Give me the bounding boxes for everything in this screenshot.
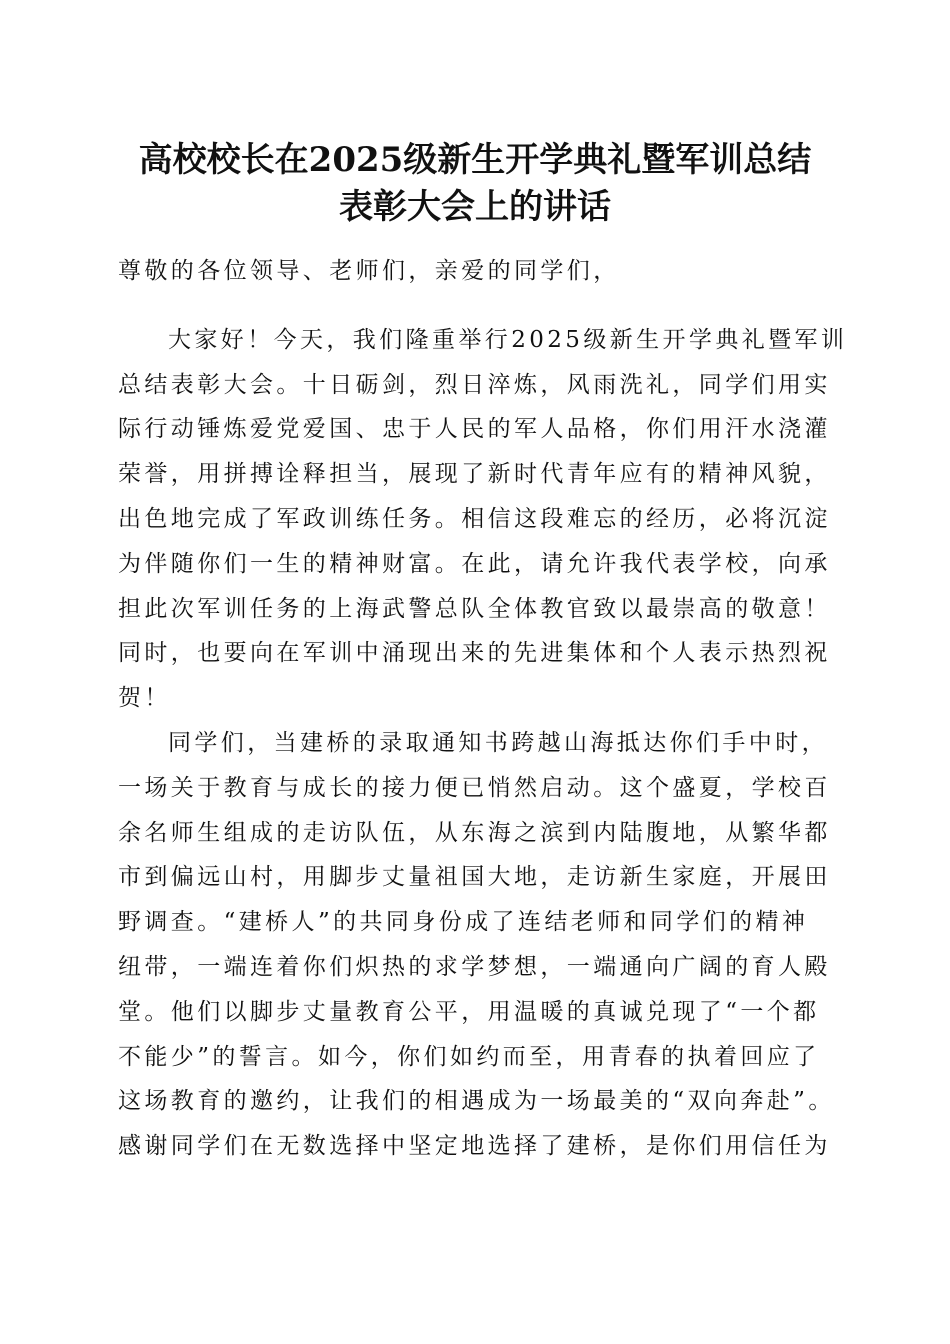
body-text-line: 际行动锤炼爱党爱国、忠于人民的军人品格，你们用汗水浇灌 — [118, 416, 831, 442]
body-text-line: 担此次军训任务的上海武警总队全体教官致以最崇高的敬意！ — [118, 596, 831, 622]
body-text-line: 荣誉，用拼搏诠释担当，展现了新时代青年应有的精神风貌， — [118, 461, 831, 487]
body-text-line: 这场教育的邀约，让我们的相遇成为一场最美的“双向奔赴”。 — [118, 1088, 835, 1114]
body-text-line: 出色地完成了军政训练任务。相信这段难忘的经历，必将沉淀 — [118, 506, 831, 532]
body-text-line: 感谢同学们在无数选择中坚定地选择了建桥，是你们用信任为 — [118, 1133, 831, 1159]
document-title-line-1: 高校校长在2025级新生开学典礼暨军训总结 — [138, 140, 812, 180]
document-title-line-2: 表彰大会上的讲话 — [339, 187, 611, 227]
body-text-line: 大家好！今天，我们隆重举行2025级新生开学典礼暨军训 — [168, 327, 848, 353]
body-text-line: 贺！ — [118, 685, 171, 711]
body-text-line: 市到偏远山村，用脚步丈量祖国大地，走访新生家庭，开展田 — [118, 864, 831, 890]
body-text-line: 余名师生组成的走访队伍，从东海之滨到内陆腹地，从繁华都 — [118, 820, 831, 846]
salutation-line: 尊敬的各位领导、老师们，亲爱的同学们， — [118, 258, 620, 284]
body-text-line: 同时，也要向在军训中涌现出来的先进集体和个人表示热烈祝 — [118, 640, 831, 666]
body-text-line: 一场关于教育与成长的接力便已悄然启动。这个盛夏，学校百 — [118, 775, 831, 801]
body-text-line: 同学们，当建桥的录取通知书跨越山海抵达你们手中时， — [168, 730, 828, 756]
body-text-line: 总结表彰大会。十日砺剑，烈日淬炼，风雨洗礼，同学们用实 — [118, 372, 831, 398]
body-text-line: 为伴随你们一生的精神财富。在此，请允许我代表学校，向承 — [118, 551, 831, 577]
body-text-line: 堂。他们以脚步丈量教育公平，用温暖的真诚兑现了“一个都 — [118, 999, 820, 1025]
body-text-line: 野调查。“建桥人”的共同身份成了连结老师和同学们的精神 — [118, 909, 809, 935]
body-text-line: 纽带，一端连着你们炽热的求学梦想，一端通向广阔的育人殿 — [118, 954, 831, 980]
body-text-line: 不能少”的誓言。如今，你们如约而至，用青春的执着回应了 — [118, 1044, 820, 1070]
